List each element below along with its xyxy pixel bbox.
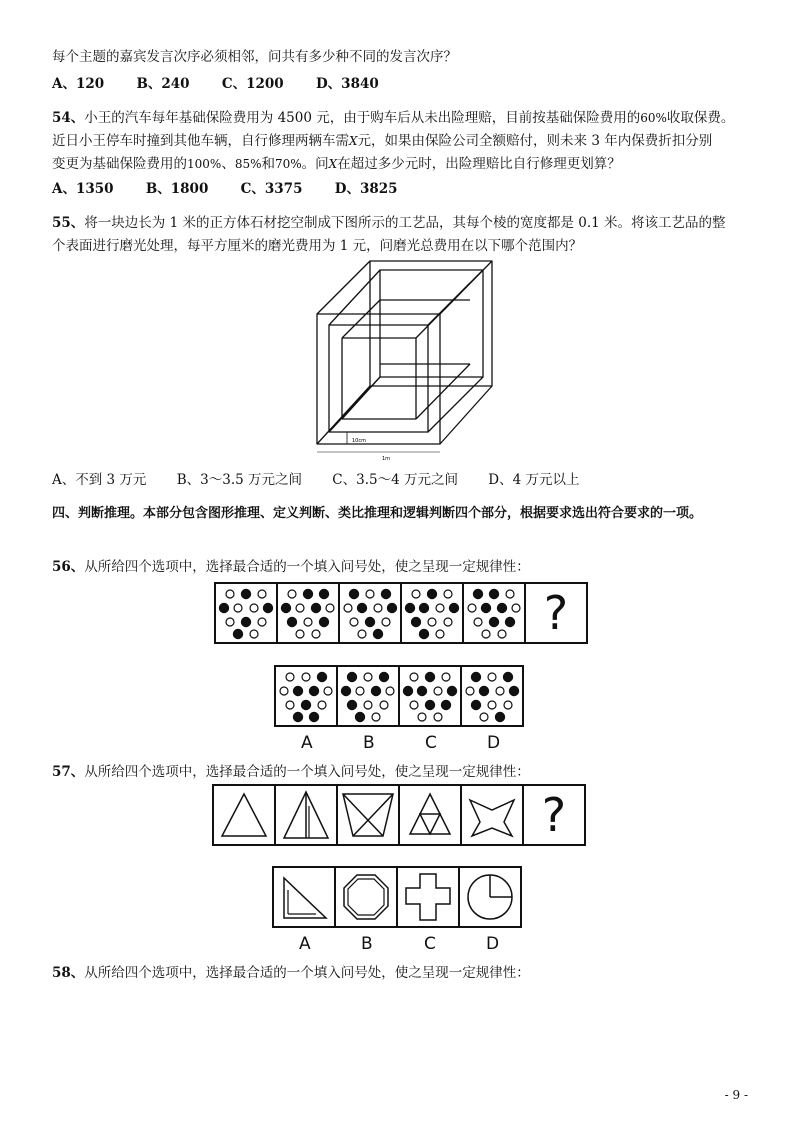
hollow-dot <box>344 604 352 612</box>
q56-cell-3 <box>338 582 402 644</box>
q57-text: 从所给四个选项中，选择最合适的一个填入问号处，使之呈现一定规律性： <box>84 764 530 780</box>
q57-cell-question[interactable] <box>522 784 586 846</box>
filled-dot <box>489 617 498 626</box>
filled-dot <box>471 672 480 681</box>
filled-dot <box>319 617 328 626</box>
q58-line <box>52 961 530 981</box>
circle-quadrant-icon <box>460 868 520 926</box>
filled-dot <box>301 700 310 709</box>
filled-dot <box>317 672 326 681</box>
dot-pattern-icon <box>276 667 336 725</box>
hollow-dot <box>410 673 418 681</box>
filled-dot <box>281 603 290 612</box>
hollow-dot <box>302 673 310 681</box>
q56-number: 56、 <box>52 559 85 575</box>
hollow-dot <box>442 673 450 681</box>
hollow-dot <box>356 687 364 695</box>
filled-dot <box>341 686 350 695</box>
filled-dot <box>471 700 480 709</box>
q56-cell-5 <box>462 582 526 644</box>
q57-cell-1 <box>212 784 276 846</box>
filled-dot <box>365 617 374 626</box>
q53-text: 每个主题的嘉宾发言次序必须相邻，问共有多少种不同的发言次序？ <box>52 49 457 65</box>
q57-cell-5 <box>460 784 524 846</box>
dot-pattern-icon <box>340 584 400 642</box>
question-mark: ? <box>541 788 567 842</box>
hollow-dot <box>280 687 288 695</box>
filled-dot <box>309 712 318 721</box>
dot-pattern-icon <box>216 584 276 642</box>
q54-option-c[interactable]: C、3375 <box>240 181 303 197</box>
filled-dot <box>241 617 250 626</box>
hollow-dot <box>250 630 258 638</box>
hollow-dot <box>488 701 496 709</box>
question-mark: ? <box>543 586 569 640</box>
hollow-dot <box>286 673 294 681</box>
q55-option-c[interactable]: C、3.5～4 万元之间 <box>332 472 458 488</box>
right-triangle-icon <box>274 868 334 926</box>
hollow-dot <box>380 701 388 709</box>
filled-dot <box>219 603 228 612</box>
filled-dot <box>293 712 302 721</box>
hollow-dot <box>418 713 426 721</box>
split-triangle-icon <box>276 786 336 844</box>
dot-pattern-icon <box>278 584 338 642</box>
q57-sequence <box>214 784 586 846</box>
fig-label-1m: 1m <box>382 456 391 462</box>
hollow-dot <box>382 618 390 626</box>
filled-dot <box>347 700 356 709</box>
q53-option-b[interactable]: B、240 <box>136 76 190 92</box>
q54-pct100: 100% <box>187 157 222 171</box>
hollow-dot <box>234 604 242 612</box>
hollow-dot <box>412 590 420 598</box>
hollow-dot <box>436 604 444 612</box>
q54-text-3c: 在超过多少元时，出险理赔比自行修理更划算？ <box>337 156 621 172</box>
q56-cell-1 <box>214 582 278 644</box>
dot-pattern-icon <box>400 667 460 725</box>
hollow-dot <box>506 590 514 598</box>
filled-dot <box>449 603 458 612</box>
page-number: - 9 - <box>724 1088 748 1102</box>
q57-options <box>274 866 522 928</box>
filled-dot <box>319 589 328 598</box>
q57-label-d: D <box>486 934 500 954</box>
q57-option-c[interactable] <box>396 866 460 928</box>
q54-line1 <box>52 106 734 126</box>
hollow-dot <box>480 713 488 721</box>
q55-line1 <box>52 211 726 231</box>
q53-option-a[interactable]: A、120 <box>52 76 105 92</box>
hollow-dot <box>386 687 394 695</box>
q57-option-d[interactable] <box>458 866 522 928</box>
q54-options <box>52 177 426 197</box>
hollow-dot <box>488 673 496 681</box>
filled-dot <box>411 617 420 626</box>
hollow-dot <box>374 604 382 612</box>
q57-cell-2 <box>274 784 338 846</box>
filled-dot <box>309 686 318 695</box>
octagon-icon <box>336 868 396 926</box>
filled-dot <box>403 686 412 695</box>
hollow-dot <box>366 590 374 598</box>
cross-icon <box>398 868 458 926</box>
section-4-heading: 四、判断推理。本部分包含图形推理、定义判断、类比推理和逻辑判断四个部分，根据要求选出符合要求的一项。 <box>52 506 703 521</box>
hollow-dot <box>286 701 294 709</box>
hollow-dot <box>468 604 476 612</box>
hollow-dot <box>350 618 358 626</box>
q55-text-1: 将一块边长为 1 米的正方体石材挖空制成下图所示的工艺品，其每个棱的宽度都是 0.1 米。将该工艺品的整 <box>84 215 726 231</box>
q55-option-a[interactable]: A、不到 3 万元 <box>52 472 147 488</box>
hollow-cube-figure <box>312 256 498 462</box>
q54-line2 <box>52 129 712 149</box>
q54-option-b[interactable]: B、1800 <box>145 181 209 197</box>
filled-dot <box>347 672 356 681</box>
filled-dot <box>293 686 302 695</box>
q57-number: 57、 <box>52 764 85 780</box>
filled-dot <box>425 700 434 709</box>
q56-option-d[interactable] <box>460 665 524 727</box>
dot-pattern-icon <box>462 667 522 725</box>
q53-option-c[interactable]: C、1200 <box>221 76 284 92</box>
filled-dot <box>379 672 388 681</box>
filled-dot <box>479 686 488 695</box>
q55-number: 55、 <box>52 215 85 231</box>
filled-dot <box>311 603 320 612</box>
triangle-icon <box>214 786 274 844</box>
filled-dot <box>427 589 436 598</box>
dot-pattern-icon <box>464 584 524 642</box>
filled-dot <box>425 672 434 681</box>
hollow-dot <box>226 618 234 626</box>
q56-text: 从所给四个选项中，选择最合适的一个填入问号处，使之呈现一定规律性： <box>84 559 530 575</box>
filled-dot <box>387 603 396 612</box>
q54-number: 54、 <box>52 110 85 126</box>
hollow-dot <box>364 673 372 681</box>
dot-pattern-icon <box>338 667 398 725</box>
q57-line <box>52 760 530 780</box>
filled-dot <box>497 603 506 612</box>
q54-sep: 、 <box>221 156 235 172</box>
filled-dot <box>419 629 428 638</box>
hollow-dot <box>258 618 266 626</box>
filled-dot <box>373 629 382 638</box>
filled-dot <box>447 686 456 695</box>
hollow-dot <box>466 687 474 695</box>
hollow-dot <box>304 618 312 626</box>
q56-option-b[interactable] <box>336 665 400 727</box>
hollow-dot <box>436 630 444 638</box>
filled-dot <box>481 603 490 612</box>
q54-line3 <box>52 152 621 172</box>
q54-text-1a: 小王的汽车每年基础保险费用为 4500 元，由于购车后从未出险理赔，目前按基础保险费用的 <box>84 110 641 126</box>
filled-dot <box>473 589 482 598</box>
filled-dot <box>263 603 272 612</box>
filled-dot <box>495 712 504 721</box>
filled-dot <box>303 589 312 598</box>
q55-option-b[interactable]: B、3～3.5 万元之间 <box>176 472 302 488</box>
filled-dot <box>419 603 428 612</box>
q56-label-a: A <box>301 733 313 753</box>
q55-options <box>52 468 606 488</box>
filled-dot <box>441 700 450 709</box>
hollow-dot <box>428 618 436 626</box>
q56-label-b: B <box>363 733 375 753</box>
q54-text-3b: 。问 <box>301 156 329 172</box>
q56-label-d: D <box>487 733 501 753</box>
q54-var-x-2: X <box>328 157 338 171</box>
hollow-dot <box>226 590 234 598</box>
q56-label-c: C <box>425 733 437 753</box>
q55-option-d[interactable]: D、4 万元以上 <box>488 472 580 488</box>
q56-cell-question[interactable] <box>524 582 588 644</box>
q57-option-a[interactable] <box>272 866 336 928</box>
q54-and: 和 <box>261 156 275 172</box>
q58-text: 从所给四个选项中，选择最合适的一个填入问号处，使之呈现一定规律性： <box>84 965 530 981</box>
hollow-dot <box>410 701 418 709</box>
hollow-dot <box>364 701 372 709</box>
hollow-dot <box>258 590 266 598</box>
hollow-dot <box>482 630 490 638</box>
hollow-dot <box>296 604 304 612</box>
q57-label-b: B <box>361 934 373 954</box>
q54-text-1b: 收取保费。 <box>666 110 735 126</box>
hollow-dot <box>496 687 504 695</box>
q56-line <box>52 555 530 575</box>
hollow-dot <box>324 687 332 695</box>
q57-label-a: A <box>299 934 311 954</box>
hollow-dot <box>434 687 442 695</box>
q56-cell-2 <box>276 582 340 644</box>
q54-text-3a: 变更为基础保险费用的 <box>52 156 187 172</box>
q54-var-x: X <box>349 134 358 148</box>
hollow-dot <box>326 604 334 612</box>
q54-text-2a: 近日小王停车时撞到其他车辆，自行修理两辆车需 <box>52 133 349 149</box>
q57-cell-3 <box>336 784 400 846</box>
filled-dot <box>489 589 498 598</box>
hollow-dot <box>318 701 326 709</box>
q53-options <box>52 72 407 92</box>
hollow-dot <box>444 618 452 626</box>
hollow-dot <box>312 630 320 638</box>
hollow-dot <box>288 590 296 598</box>
q54-pct70: 70% <box>274 157 302 171</box>
q56-option-a[interactable] <box>274 665 338 727</box>
q54-pct60: 60% <box>640 111 667 125</box>
q54-option-d[interactable]: D、3825 <box>334 181 398 197</box>
hollow-dot <box>498 630 506 638</box>
hollow-dot <box>296 630 304 638</box>
filled-dot <box>509 686 518 695</box>
hollow-dot <box>444 590 452 598</box>
filled-dot <box>505 617 514 626</box>
hollow-dot <box>434 713 442 721</box>
dot-pattern-icon <box>402 584 462 642</box>
q56-options <box>276 665 524 727</box>
q54-option-a[interactable]: A、1350 <box>52 181 114 197</box>
q55-line2: 个表面进行磨光处理，每平方厘米的磨光费用为 1 元，问磨光总费用在以下哪个范围内？ <box>52 238 583 254</box>
hollow-dot <box>250 604 258 612</box>
q57-option-b[interactable] <box>334 866 398 928</box>
q56-option-c[interactable] <box>398 665 462 727</box>
filled-dot <box>381 589 390 598</box>
q53-option-d[interactable]: D、3840 <box>315 76 379 92</box>
filled-dot <box>287 617 296 626</box>
q57-label-c: C <box>424 934 436 954</box>
filled-dot <box>355 712 364 721</box>
trapezoid-cross-icon <box>338 786 398 844</box>
filled-dot <box>349 589 358 598</box>
filled-dot <box>357 603 366 612</box>
hollow-dot <box>512 604 520 612</box>
hollow-dot <box>372 713 380 721</box>
subdivided-triangle-icon <box>400 786 460 844</box>
q54-pct85: 85% <box>234 157 262 171</box>
filled-dot <box>503 672 512 681</box>
fig-label-10cm: 10cm <box>352 438 366 444</box>
q58-number: 58、 <box>52 965 85 981</box>
hollow-dot <box>474 618 482 626</box>
filled-dot <box>417 686 426 695</box>
hollow-dot <box>358 630 366 638</box>
q54-text-2b: 元，如果由保险公司全额赔付，则未来 3 年内保费折扣分别 <box>357 133 713 149</box>
filled-dot <box>405 603 414 612</box>
concave-star-icon <box>462 786 522 844</box>
filled-dot <box>233 629 242 638</box>
hollow-dot <box>504 701 512 709</box>
filled-dot <box>371 686 380 695</box>
q56-cell-4 <box>400 582 464 644</box>
q57-cell-4 <box>398 784 462 846</box>
filled-dot <box>241 589 250 598</box>
q56-sequence <box>216 582 588 644</box>
